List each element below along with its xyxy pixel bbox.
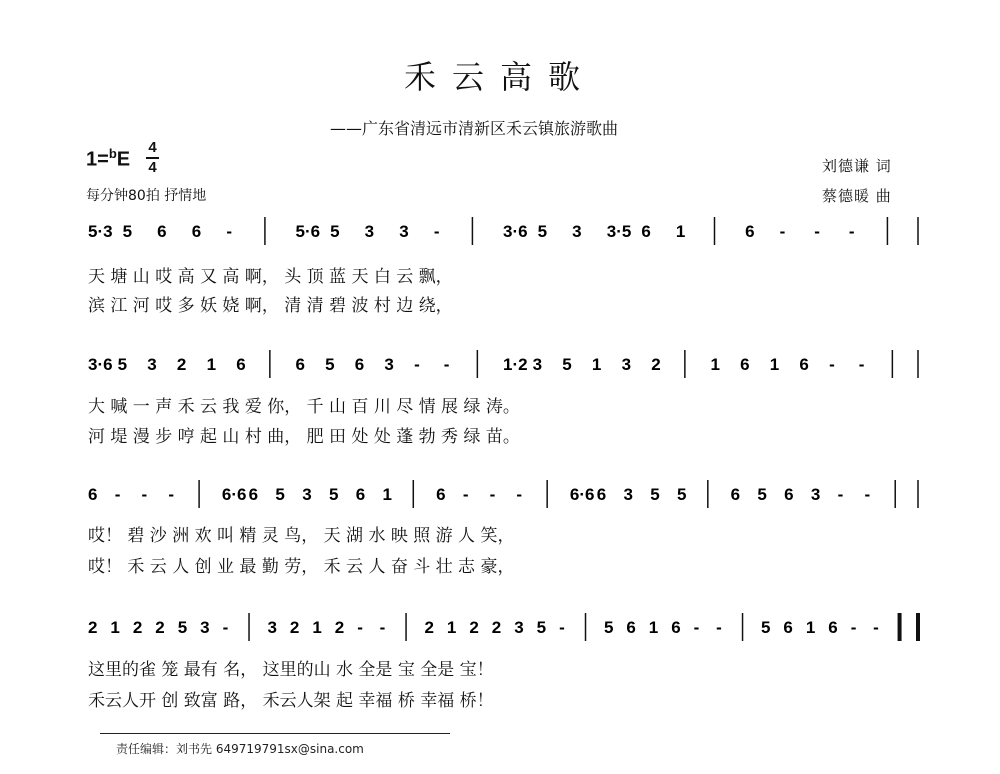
note: 1 xyxy=(769,355,780,374)
note: 2 xyxy=(132,618,143,637)
note: 5 xyxy=(650,485,660,504)
note: 6 xyxy=(626,618,636,637)
note: - xyxy=(114,485,121,504)
line4-lyric2: 禾云人开 创 致富 路， 禾云人架 起 幸福 桥 幸福 桥！ xyxy=(88,691,494,711)
note: 6 xyxy=(730,485,741,504)
note: - xyxy=(168,485,174,504)
note: 1 xyxy=(312,618,322,637)
line1-lyric2: 滨 江 河 哎 多 妖 娆 啊， 清 清 碧 波 村 边 绕， xyxy=(88,296,453,316)
line3-lyric1: 哎！ 碧 沙 洲 欢 叫 精 灵 鸟， 天 湖 水 映 照 游 人 笑， xyxy=(88,526,515,546)
note: 3 xyxy=(810,485,821,504)
note: 6 xyxy=(596,485,607,504)
note: 6 xyxy=(295,355,305,374)
note: 3 xyxy=(623,485,633,504)
key-note: E xyxy=(116,148,131,171)
note: 3·6 xyxy=(88,355,113,374)
line3-lyric2: 哎！ 禾 云 人 创 业 最 勤 劳， 禾 云 人 奋 斗 壮 志 豪， xyxy=(88,557,515,577)
note: - xyxy=(443,355,450,374)
note: 6 xyxy=(641,222,651,241)
note: 1 xyxy=(805,618,816,637)
note: 1 xyxy=(675,222,686,241)
note: 3 xyxy=(147,355,157,374)
note: 3 xyxy=(200,618,210,637)
note: 6 xyxy=(828,618,838,637)
note: 3 xyxy=(399,222,409,241)
note: 6 xyxy=(355,485,366,504)
note: 2 xyxy=(88,618,98,637)
note: 2 xyxy=(469,618,479,637)
note: 6 xyxy=(354,355,365,374)
note: 3 xyxy=(364,222,375,241)
key-flat: b xyxy=(108,146,117,161)
page-title: 禾云高歌 xyxy=(403,58,596,96)
note: 5 xyxy=(536,618,547,637)
note: - xyxy=(226,222,233,241)
note: 6 xyxy=(784,485,794,504)
note: 5 xyxy=(330,222,340,241)
note: - xyxy=(141,485,148,504)
line2-lyric1: 大 喊 一 声 禾 云 我 爱 你， 千 山 百 川 尽 情 展 绿 涛。 xyxy=(88,397,520,417)
footer-editor: 责任编辑：刘书先 649719791sx@sina.com xyxy=(116,742,364,756)
note: 6 xyxy=(436,485,446,504)
note: - xyxy=(873,618,879,637)
note: 1 xyxy=(648,618,659,637)
note: 6 xyxy=(671,618,681,637)
note: 5 xyxy=(275,485,285,504)
note: 6 xyxy=(236,355,246,374)
note: 6 xyxy=(248,485,259,504)
note: - xyxy=(779,222,786,241)
note: 6 xyxy=(783,618,793,637)
note: - xyxy=(864,485,871,504)
note: 6 xyxy=(745,222,755,241)
line1-lyric1: 天 塘 山 哎 高 又 高 啊， 头 顶 蓝 天 白 云 飘， xyxy=(88,267,453,287)
note: 2 xyxy=(491,618,502,637)
note: - xyxy=(814,222,820,241)
note: 1 xyxy=(382,485,392,504)
note: 5 xyxy=(537,222,548,241)
note: 3·5 xyxy=(606,222,632,241)
note: - xyxy=(850,618,857,637)
note: 5 xyxy=(760,618,771,637)
note: 5 xyxy=(677,485,687,504)
note: 1 xyxy=(110,618,120,637)
note: 5 xyxy=(325,355,335,374)
tempo-marking: 每分钟80拍 抒情地 xyxy=(86,188,207,204)
note: 6 xyxy=(88,485,98,504)
note: 5·3 xyxy=(88,222,113,241)
note: 5 xyxy=(122,222,133,241)
page-subtitle: ——广东省清远市清新区禾云镇旅游歌曲 xyxy=(330,119,619,138)
note: 1 xyxy=(446,618,457,637)
note: - xyxy=(462,485,469,504)
note: 2 xyxy=(289,618,300,637)
note: - xyxy=(858,355,865,374)
note: 1·2 xyxy=(503,355,528,374)
note: - xyxy=(693,618,700,637)
note: 5 xyxy=(177,618,188,637)
note: 2 xyxy=(651,355,661,374)
note: 3·6 xyxy=(503,222,528,241)
note: 3 xyxy=(572,222,582,241)
note: 5 xyxy=(328,485,339,504)
note: 6 xyxy=(740,355,750,374)
note: - xyxy=(414,355,420,374)
note: 3 xyxy=(621,355,632,374)
time-top: 4 xyxy=(148,139,157,156)
note: 5·6 xyxy=(295,222,321,241)
note: 3 xyxy=(384,355,394,374)
note: 2 xyxy=(424,618,434,637)
note: 3 xyxy=(514,618,524,637)
note: - xyxy=(222,618,229,637)
line2-lyric2: 河 堤 漫 步 哼 起 山 村 曲， 肥 田 处 处 蓬 勃 秀 绿 苗。 xyxy=(88,427,520,447)
note: - xyxy=(516,485,523,504)
note: 1 xyxy=(591,355,602,374)
note: - xyxy=(489,485,496,504)
note: 2 xyxy=(155,618,165,637)
time-bottom: 4 xyxy=(148,159,157,176)
line4-lyric1: 这里的雀 笼 最有 名， 这里的山 水 全是 宝 全是 宝！ xyxy=(88,660,494,680)
composer-credit: 蔡德暖 曲 xyxy=(822,187,892,205)
note: - xyxy=(848,222,855,241)
note: 1 xyxy=(710,355,720,374)
note: 6·6 xyxy=(221,485,247,504)
note: - xyxy=(829,355,835,374)
note: 5 xyxy=(562,355,572,374)
key-prefix: 1= xyxy=(86,148,109,171)
note: 1 xyxy=(206,355,217,374)
note: 2 xyxy=(176,355,187,374)
note: 5 xyxy=(757,485,767,504)
note: 3 xyxy=(267,618,277,637)
note: - xyxy=(837,485,844,504)
note: 5 xyxy=(117,355,128,374)
note: - xyxy=(559,618,565,637)
note: - xyxy=(379,618,386,637)
note: 6 xyxy=(799,355,809,374)
note: 3 xyxy=(532,355,543,374)
note: 5 xyxy=(603,618,614,637)
note: 6·6 xyxy=(569,485,595,504)
note: 6 xyxy=(191,222,202,241)
note: 3 xyxy=(302,485,312,504)
note: 6 xyxy=(157,222,167,241)
note: - xyxy=(716,618,722,637)
note: - xyxy=(433,222,440,241)
note: - xyxy=(357,618,363,637)
note: 2 xyxy=(334,618,345,637)
lyricist-credit: 刘德谦 词 xyxy=(822,157,892,175)
footer-rule xyxy=(100,733,450,734)
